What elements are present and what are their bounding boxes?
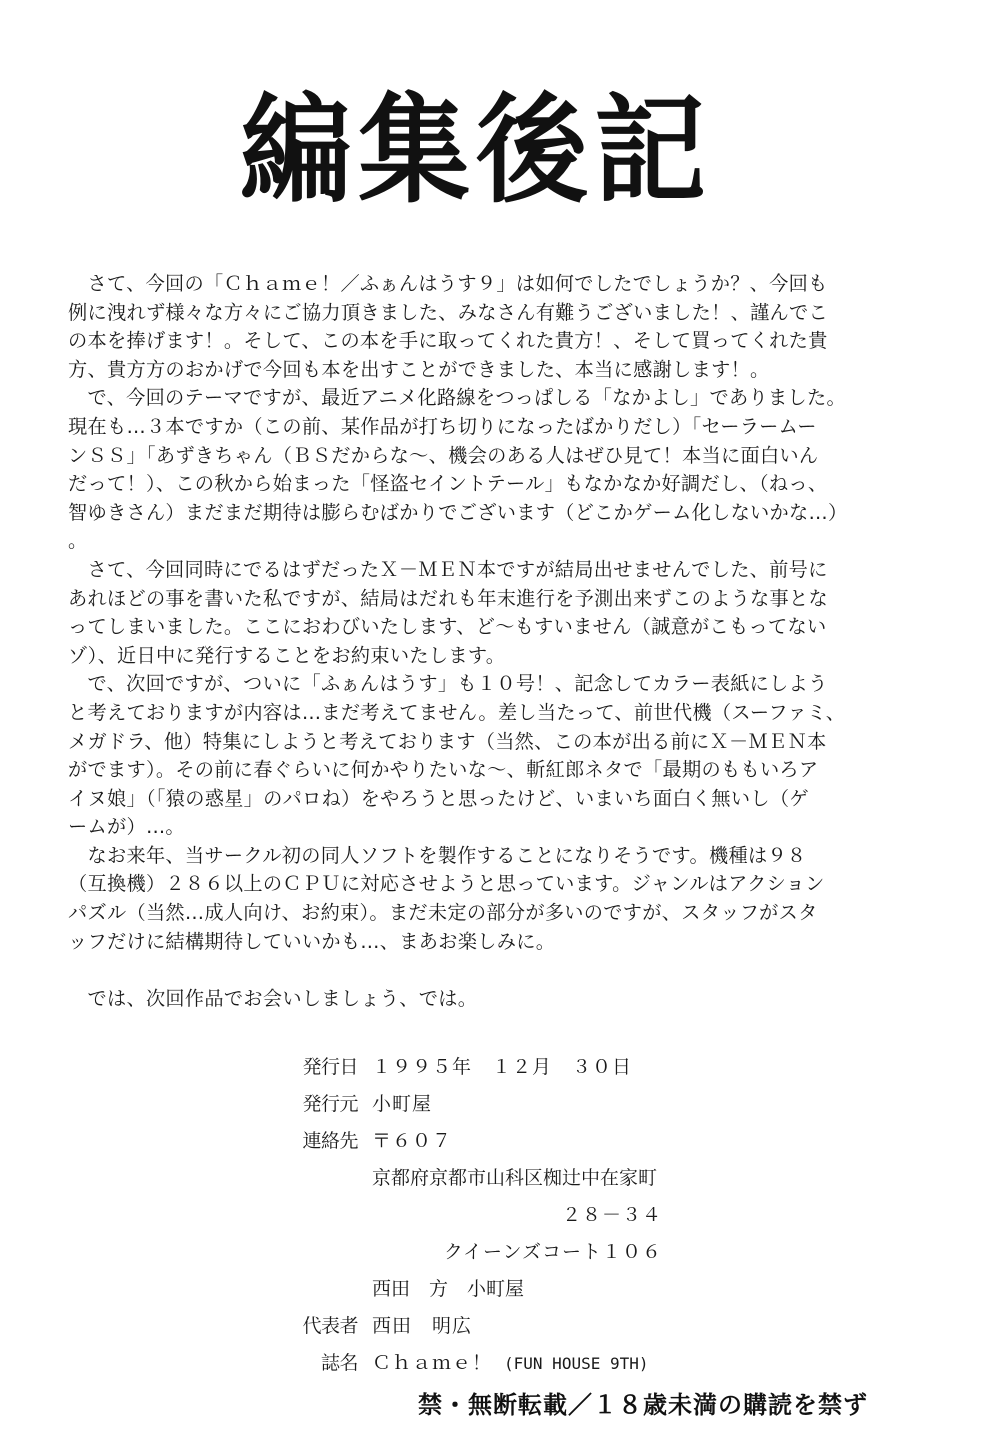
address-line: 西田 方 小町屋 bbox=[372, 1278, 525, 1300]
magazine-value bbox=[372, 1348, 649, 1375]
colophon-row-address3 bbox=[290, 1237, 710, 1274]
contact-label: 連絡先 bbox=[302, 1130, 358, 1152]
body-line: ゾ）、近日中に発行することをお約束いたします。 bbox=[68, 643, 506, 667]
address-line: クイーンズコート１０６ bbox=[443, 1241, 662, 1263]
body-line: さて、今回同時にでるはずだったＸ－ＭＥＮ本ですが結局出せませんでした、前号に bbox=[68, 557, 828, 581]
page-title: 編集後記 bbox=[240, 82, 712, 220]
colophon-row-date bbox=[290, 1052, 710, 1089]
address-line: 京都府京都市山科区椥辻中在家町 bbox=[372, 1167, 658, 1189]
colophon-row-publisher bbox=[290, 1089, 710, 1126]
magazine-label: 誌名 bbox=[320, 1352, 358, 1374]
colophon bbox=[290, 1052, 710, 1385]
publisher-value: 小町屋 bbox=[372, 1093, 433, 1115]
body-line: 智ゆきさん）まだまだ期待は膨らむばかりでございます（どこかゲーム化しないかな…） bbox=[68, 500, 848, 524]
body-line: の本を捧げます！。そして、この本を手に取ってくれた貴方！、そして買ってくれた貴 bbox=[68, 329, 828, 353]
colophon-row-representative bbox=[290, 1311, 710, 1348]
body-line: ッフだけに結構期待していいかも…、まあお楽しみに。 bbox=[68, 929, 556, 953]
colophon-row-magazine bbox=[290, 1348, 710, 1385]
body-line: 方、貴方方のおかげで今回も本を出すことができました、本当に感謝します！。 bbox=[68, 357, 770, 381]
paragraph-gap bbox=[68, 956, 948, 985]
representative-value: 西田 明広 bbox=[372, 1315, 473, 1337]
colophon-row-address2 bbox=[290, 1200, 710, 1237]
body-line: 例に洩れず様々な方々にご協力頂きました、みなさん有難うございました！、謹んでこ bbox=[68, 300, 829, 324]
magazine-title-en: (FUN HOUSE 9TH) bbox=[504, 1354, 649, 1373]
body-line: ってしまいました。ここにおわびいたします、ど～もすいません（誠意がこもってない bbox=[68, 615, 827, 639]
body-line: ンＳＳ」「あずきちゃん（ＢＳだからな～、機会のある人はぜひ見て！本当に面白いん bbox=[68, 443, 819, 467]
body-line: なお来年、当サークル初の同人ソフトを製作することになりそうです。機種は９８ bbox=[68, 843, 807, 867]
body-line: で、今回のテーマですが、最近アニメ化路線をつっぱしる「なかよし」でありました。 bbox=[68, 386, 846, 410]
body-line: パズル（当然…成人向け、お約束）。まだ未定の部分が多いのですが、スタッフがスタ bbox=[68, 901, 818, 925]
body-line: だって！）、この秋から始まった「怪盗セイントテール」もなかなか好調だし、（ねっ、 bbox=[68, 472, 828, 496]
body-line: と考えておりますが内容は…まだ考えてません。差し当たって、前世代機（スーファミ、 bbox=[68, 700, 846, 724]
body-line: あれほどの事を書いた私ですが、結局はだれも年末進行を予測出来ずこのような事とな bbox=[68, 586, 829, 610]
reprint-notice: 禁・無断転載／１８歳未満の購読を禁ず bbox=[418, 1391, 868, 1419]
body-line: がでます）。その前に春ぐらいに何かやりたいな～、斬紅郎ネタで「最期のももいろア bbox=[68, 758, 819, 782]
representative-label: 代表者 bbox=[302, 1315, 358, 1337]
body-line: で、次回ですが、ついに「ふぁんはうす」も１０号！、記念してカラー表紙にしよう bbox=[68, 672, 828, 696]
magazine-title: Ｃｈａｍｅ！ bbox=[372, 1352, 493, 1374]
body-line: さて、今回の「Ｃｈａｍｅ！／ふぁんはうす９」は如何でしたでしょうか？、今回も bbox=[68, 272, 828, 295]
publisher-label: 発行元 bbox=[302, 1093, 358, 1115]
colophon-row-address1 bbox=[290, 1163, 710, 1200]
date-value: １９９５年 １２月 ３０日 bbox=[372, 1056, 633, 1078]
postal-code: 〒６０７ bbox=[372, 1130, 453, 1152]
body-line: （互換機）２８６以上のＣＰＵに対応させようと思っています。ジャンルはアクション bbox=[68, 872, 825, 896]
colophon-row-contact bbox=[290, 1126, 710, 1163]
date-label: 発行日 bbox=[302, 1056, 358, 1078]
body-line: 現在も…３本ですか（この前、某作品が打ち切りになったばかりだし）「セーラームー bbox=[68, 414, 817, 438]
body-line: ームが）…。 bbox=[68, 815, 185, 839]
address-line: ２８－３４ bbox=[561, 1204, 662, 1226]
body-line: メガドラ、他）特集にしようと考えております（当然、この本が出る前にＸ－ＭＥＮ本 bbox=[68, 729, 827, 753]
afterword-body bbox=[68, 270, 948, 1013]
body-line: イヌ娘」（「猿の惑星」のパロね）をやろうと思ったけど、いまいち面白く無いし（ゲ bbox=[68, 786, 809, 810]
colophon-row-address4 bbox=[290, 1274, 710, 1311]
body-line: 。 bbox=[68, 529, 88, 553]
closing-line: では、次回作品でお会いしましょう、では。 bbox=[68, 986, 478, 1010]
